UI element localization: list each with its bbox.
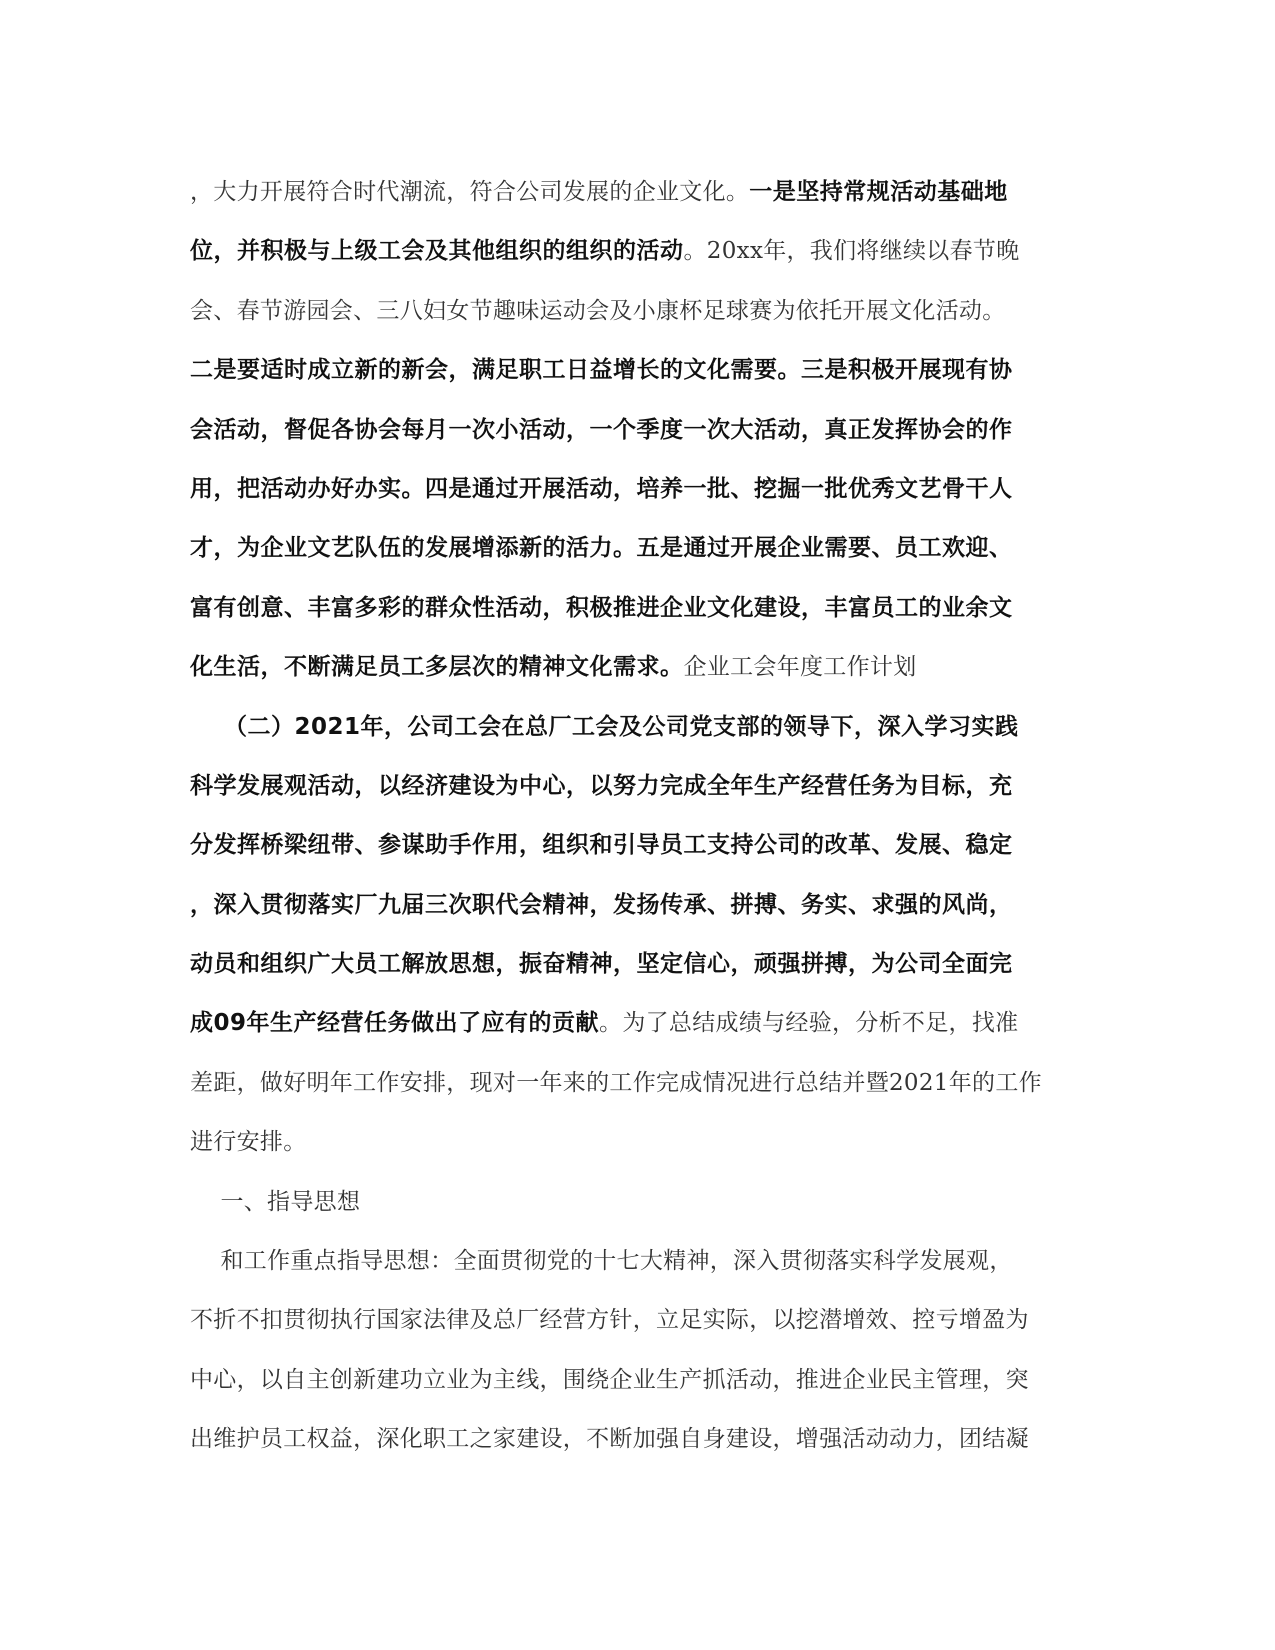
- text-run: 。20xx年，我们将继续以春节晚: [683, 238, 1020, 265]
- text-line: [190, 460, 1095, 519]
- text-line: [190, 698, 1095, 757]
- text-line: [190, 282, 1095, 341]
- text-run: 会、春节游园会、三八妇女节趣味运动会及小康杯足球赛为依托开展文化活动。: [190, 297, 1006, 324]
- bold-text-run: 二是要适时成立新的新会，满足职工日益增长的文化需要。三是积极开展现有协: [190, 357, 1013, 384]
- bold-text-run: 科学发展观活动，以经济建设为中心，以努力完成全年生产经营任务为目标，充: [190, 772, 1013, 799]
- text-line: [190, 1351, 1095, 1410]
- body-text: [190, 163, 1095, 1470]
- bold-text-run: 用，把活动办好办实。四是通过开展活动，培养一批、挖掘一批优秀文艺骨干人: [190, 475, 1013, 502]
- bold-text-run: 会活动，督促各协会每月一次小活动，一个季度一次大活动，真正发挥协会的作: [190, 416, 1013, 443]
- text-run: 中心，以自主创新建功立业为主线，围绕企业生产抓活动，推进企业民主管理，突: [190, 1366, 1029, 1393]
- text-line: [190, 1113, 1095, 1172]
- text-line: [190, 1291, 1095, 1350]
- text-line: [190, 163, 1095, 222]
- bold-text-run: 化生活，不断满足员工多层次的精神文化需求。: [190, 654, 684, 681]
- text-run: ，大力开展符合时代潮流，符合公司发展的企业文化。: [190, 179, 750, 205]
- text-line: [190, 876, 1095, 935]
- text-line: [190, 1410, 1095, 1469]
- text-line: [190, 994, 1095, 1053]
- text-line: [190, 1173, 1095, 1232]
- text-line: [190, 935, 1095, 994]
- text-run: 出维护员工权益，深化职工之家建设，不断加强自身建设，增强活动动力，团结凝: [190, 1426, 1029, 1453]
- text-line: [190, 757, 1095, 816]
- text-line: [190, 638, 1095, 697]
- text-run: 和工作重点指导思想：全面贯彻党的十七大精神，深入贯彻落实科学发展观，: [190, 1248, 1013, 1275]
- text-line: [190, 1232, 1095, 1291]
- bold-text-run: 位，并积极与上级工会及其他组织的组织的活动: [190, 238, 684, 265]
- text-line: [190, 579, 1095, 638]
- bold-text-run: （二）2021年，公司工会在总厂工会及公司党支部的领导下，深入学习实践: [190, 713, 1019, 740]
- text-line: [190, 341, 1095, 400]
- text-run: 差距，做好明年工作安排，现对一年来的工作完成情况进行总结并暨2021年的工作: [190, 1069, 1042, 1096]
- text-line: [190, 401, 1095, 460]
- bold-text-run: 一是坚持常规活动基础地: [749, 179, 1008, 205]
- text-run: 不折不扣贯彻执行国家法律及总厂经营方针，立足实际，以挖潜增效、控亏增盈为: [190, 1307, 1029, 1334]
- text-run: 一、指导思想: [190, 1188, 361, 1215]
- text-line: [190, 519, 1095, 578]
- bold-text-run: 富有创意、丰富多彩的群众性活动，积极推进企业文化建设，丰富员工的业余文: [190, 594, 1013, 621]
- text-run: 进行安排。: [190, 1129, 307, 1156]
- text-line: [190, 816, 1095, 875]
- bold-text-run: ，深入贯彻落实厂九届三次职代会精神，发扬传承、拼搏、务实、求强的风尚，: [190, 891, 1013, 918]
- text-run: 企业工会年度工作计划: [683, 654, 917, 681]
- bold-text-run: 成09年生产经营任务做出了应有的贡献: [190, 1010, 600, 1037]
- bold-text-run: 分发挥桥梁纽带、参谋助手作用，组织和引导员工支持公司的改革、发展、稳定: [190, 832, 1013, 859]
- text-line: [190, 1054, 1095, 1113]
- text-run: 。为了总结成绩与经验，分析不足，找准: [599, 1010, 1019, 1037]
- bold-text-run: 才，为企业文艺队伍的发展增添新的活力。五是通过开展企业需要、员工欢迎、: [190, 535, 1013, 562]
- text-line: [190, 222, 1095, 281]
- bold-text-run: 动员和组织广大员工解放思想，振奋精神，坚定信心，顽强拼搏，为公司全面完: [190, 951, 1013, 978]
